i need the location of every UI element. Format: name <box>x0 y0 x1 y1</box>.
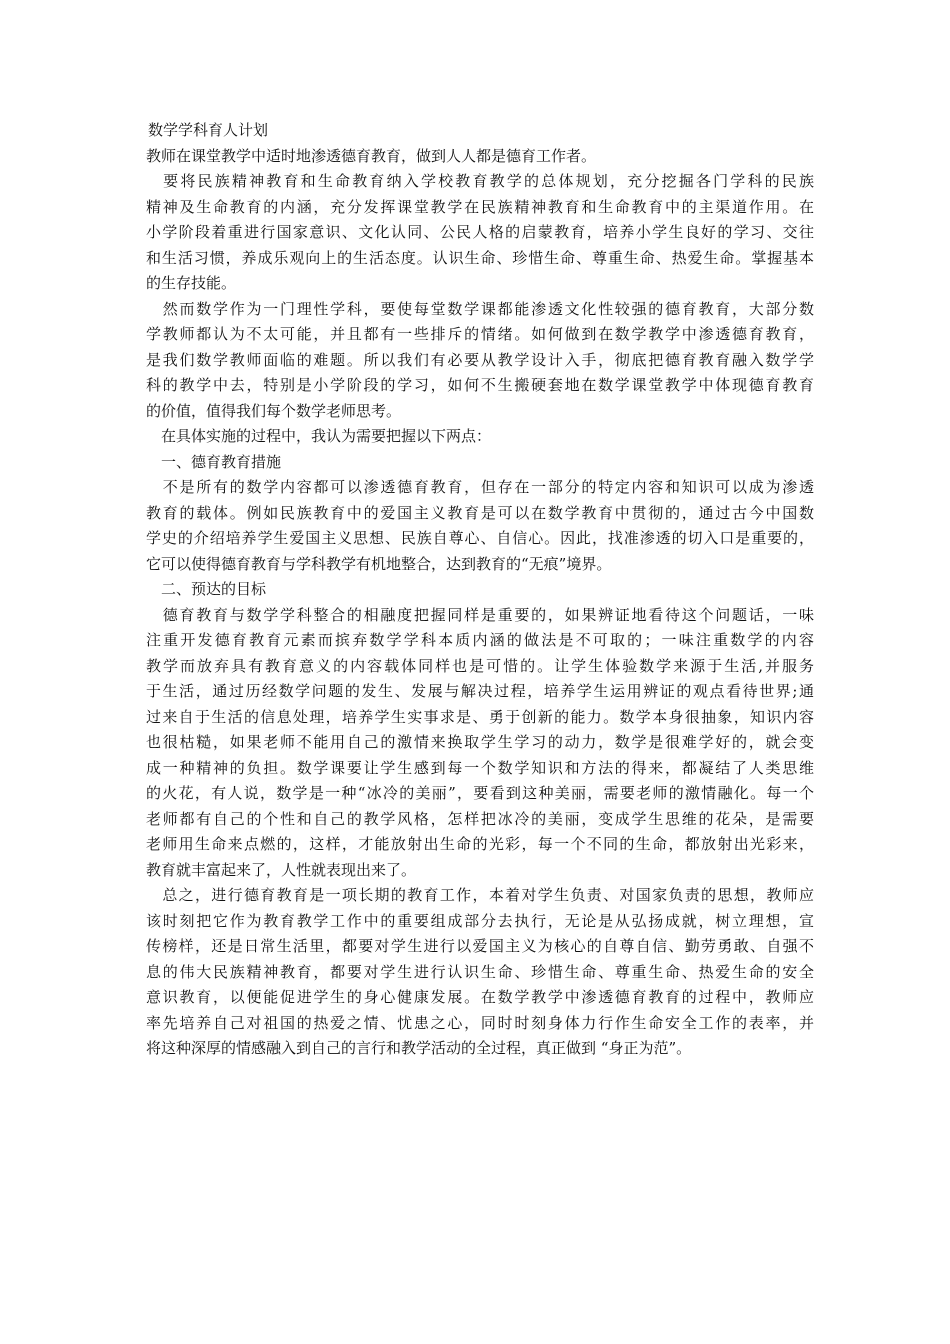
text-line: 精神及生命教育的内涵，充分发挥课堂教学在民族精神教育和生命教育中的主渠道作用。在 <box>146 197 814 216</box>
text-line: 是我们数学教师面临的难题。所以我们有必要从教学设计入手，彻底把德育教育融入数学学 <box>146 350 814 369</box>
text-line: 意识教育，以便能促进学生的身心健康发展。在数学教学中渗透德育教育的过程中，教师应 <box>146 988 814 1006</box>
text-line: 将这种深厚的情感融入到自己的言行和教学活动的全过程，真正做到 “身正为范”。 <box>146 1039 692 1057</box>
text-line: 二、预达的目标 <box>146 580 267 598</box>
text-line: 教师在课堂教学中适时地渗透德育教育，做到人人都是德育工作者。 <box>146 146 597 165</box>
text-line: 老师都有自己的个性和自己的教学风格，怎样把冰冷的美丽，变成学生思维的花朵，是需要 <box>146 809 814 828</box>
text-line: 然而数学作为一门理性学科，要使每堂数学课都能渗透文化性较强的德育教育，大部分数 <box>146 299 814 318</box>
document-title: 数学学科育人计划 <box>148 121 269 139</box>
document-body <box>146 144 814 1062</box>
document-page <box>146 118 814 1062</box>
text-line: 于生活，通过历经数学问题的发生、发展与解决过程，培养学生运用辨证的观点看待世界;通 <box>146 682 814 700</box>
text-line: 老师用生命来点燃的，这样，才能放射出生命的光彩，每一个不同的生命，都放射出光彩来， <box>146 835 814 853</box>
text-line: 一、德育教育措施 <box>146 452 282 471</box>
text-line: 教育就丰富起来了，人性就表现出来了。 <box>146 860 417 879</box>
text-line: 不是所有的数学内容都可以渗透德育教育，但存在一部分的特定内容和知识可以成为渗透 <box>146 478 814 496</box>
text-line: 小学阶段着重进行国家意识、文化认同、公民人格的启蒙教育，培养小学生良好的学习、交往 <box>146 223 814 241</box>
text-line: 它可以使得德育教育与学科教学有机地整合，达到教育的“无痕”境界。 <box>146 554 612 573</box>
text-line: 息的伟大民族精神教育，都要对学生进行认识生命、珍惜生命、尊重生命、热爱生命的安全 <box>146 962 814 981</box>
text-line: 的火花，有人说，数学是一种“冰冷的美丽”，要看到这种美丽，需要老师的激情融化。每一个 <box>146 784 814 802</box>
text-line: 成一种精神的负担。数学课要让学生感到每一个数学知识和方法的得来，都凝结了人类思维 <box>146 758 814 777</box>
text-line: 学教师都认为不太可能，并且都有一些排斥的情绪。如何做到在数学教学中渗透德育教育， <box>146 325 814 343</box>
text-line: 科的教学中去，特别是小学阶段的学习，如何不生搬硬套地在数学课堂教学中体现德育教育 <box>146 376 814 394</box>
text-line: 学史的介绍培养学生爱国主义思想、民族自尊心、自信心。因此，找准渗透的切入口是重要的， <box>146 529 814 547</box>
text-line: 和生活习惯，养成乐观向上的生活态度。认识生命、珍惜生命、尊重生命、热爱生命。掌握基本 <box>146 248 814 267</box>
text-line: 传榜样，还是日常生活里，都要对学生进行以爱国主义为核心的自尊自信、勤劳勇敢、自强不 <box>146 937 814 955</box>
text-line: 过来自于生活的信息处理，培养学生实事求是、勇于创新的能力。数学本身很抽象，知识内容 <box>146 707 814 726</box>
text-line: 的价值，值得我们每个数学老师思考。 <box>146 401 402 420</box>
text-line: 在具体实施的过程中，我认为需要把握以下两点： <box>146 427 492 445</box>
text-line: 德育教育与数学学科整合的相融度把握同样是重要的，如果辨证地看待这个问题话，一味 <box>146 605 814 624</box>
text-line: 该时刻把它作为教育教学工作中的重要组成部分去执行，无论是从弘扬成就，树立理想，宣 <box>146 911 814 930</box>
text-line: 教学而放弃具有教育意义的内容载体同样也是可惜的。让学生体验数学来源于生活,并服务 <box>146 656 814 675</box>
text-line: 总之，进行德育教育是一项长期的教育工作，本着对学生负责、对国家负责的思想，教师应 <box>146 886 814 904</box>
text-line: 也很枯糙，如果老师不能用自己的激情来换取学生学习的动力，数学是很难学好的，就会变 <box>146 733 814 751</box>
text-line: 的生存技能。 <box>146 274 237 292</box>
text-line: 教育的载体。例如民族教育中的爱国主义教育是可以在数学教育中贯彻的，通过古今中国数 <box>146 503 814 522</box>
text-line: 要将民族精神教育和生命教育纳入学校教育教学的总体规划，充分挖掘各门学科的民族 <box>146 172 814 190</box>
text-line: 率先培养自己对祖国的热爱之情、忧患之心，同时时刻身体力行作生命安全工作的表率，并 <box>146 1013 814 1032</box>
text-line: 注重开发德育教育元素而摈弃数学学科本质内涵的做法是不可取的；一味注重数学的内容 <box>146 631 814 649</box>
